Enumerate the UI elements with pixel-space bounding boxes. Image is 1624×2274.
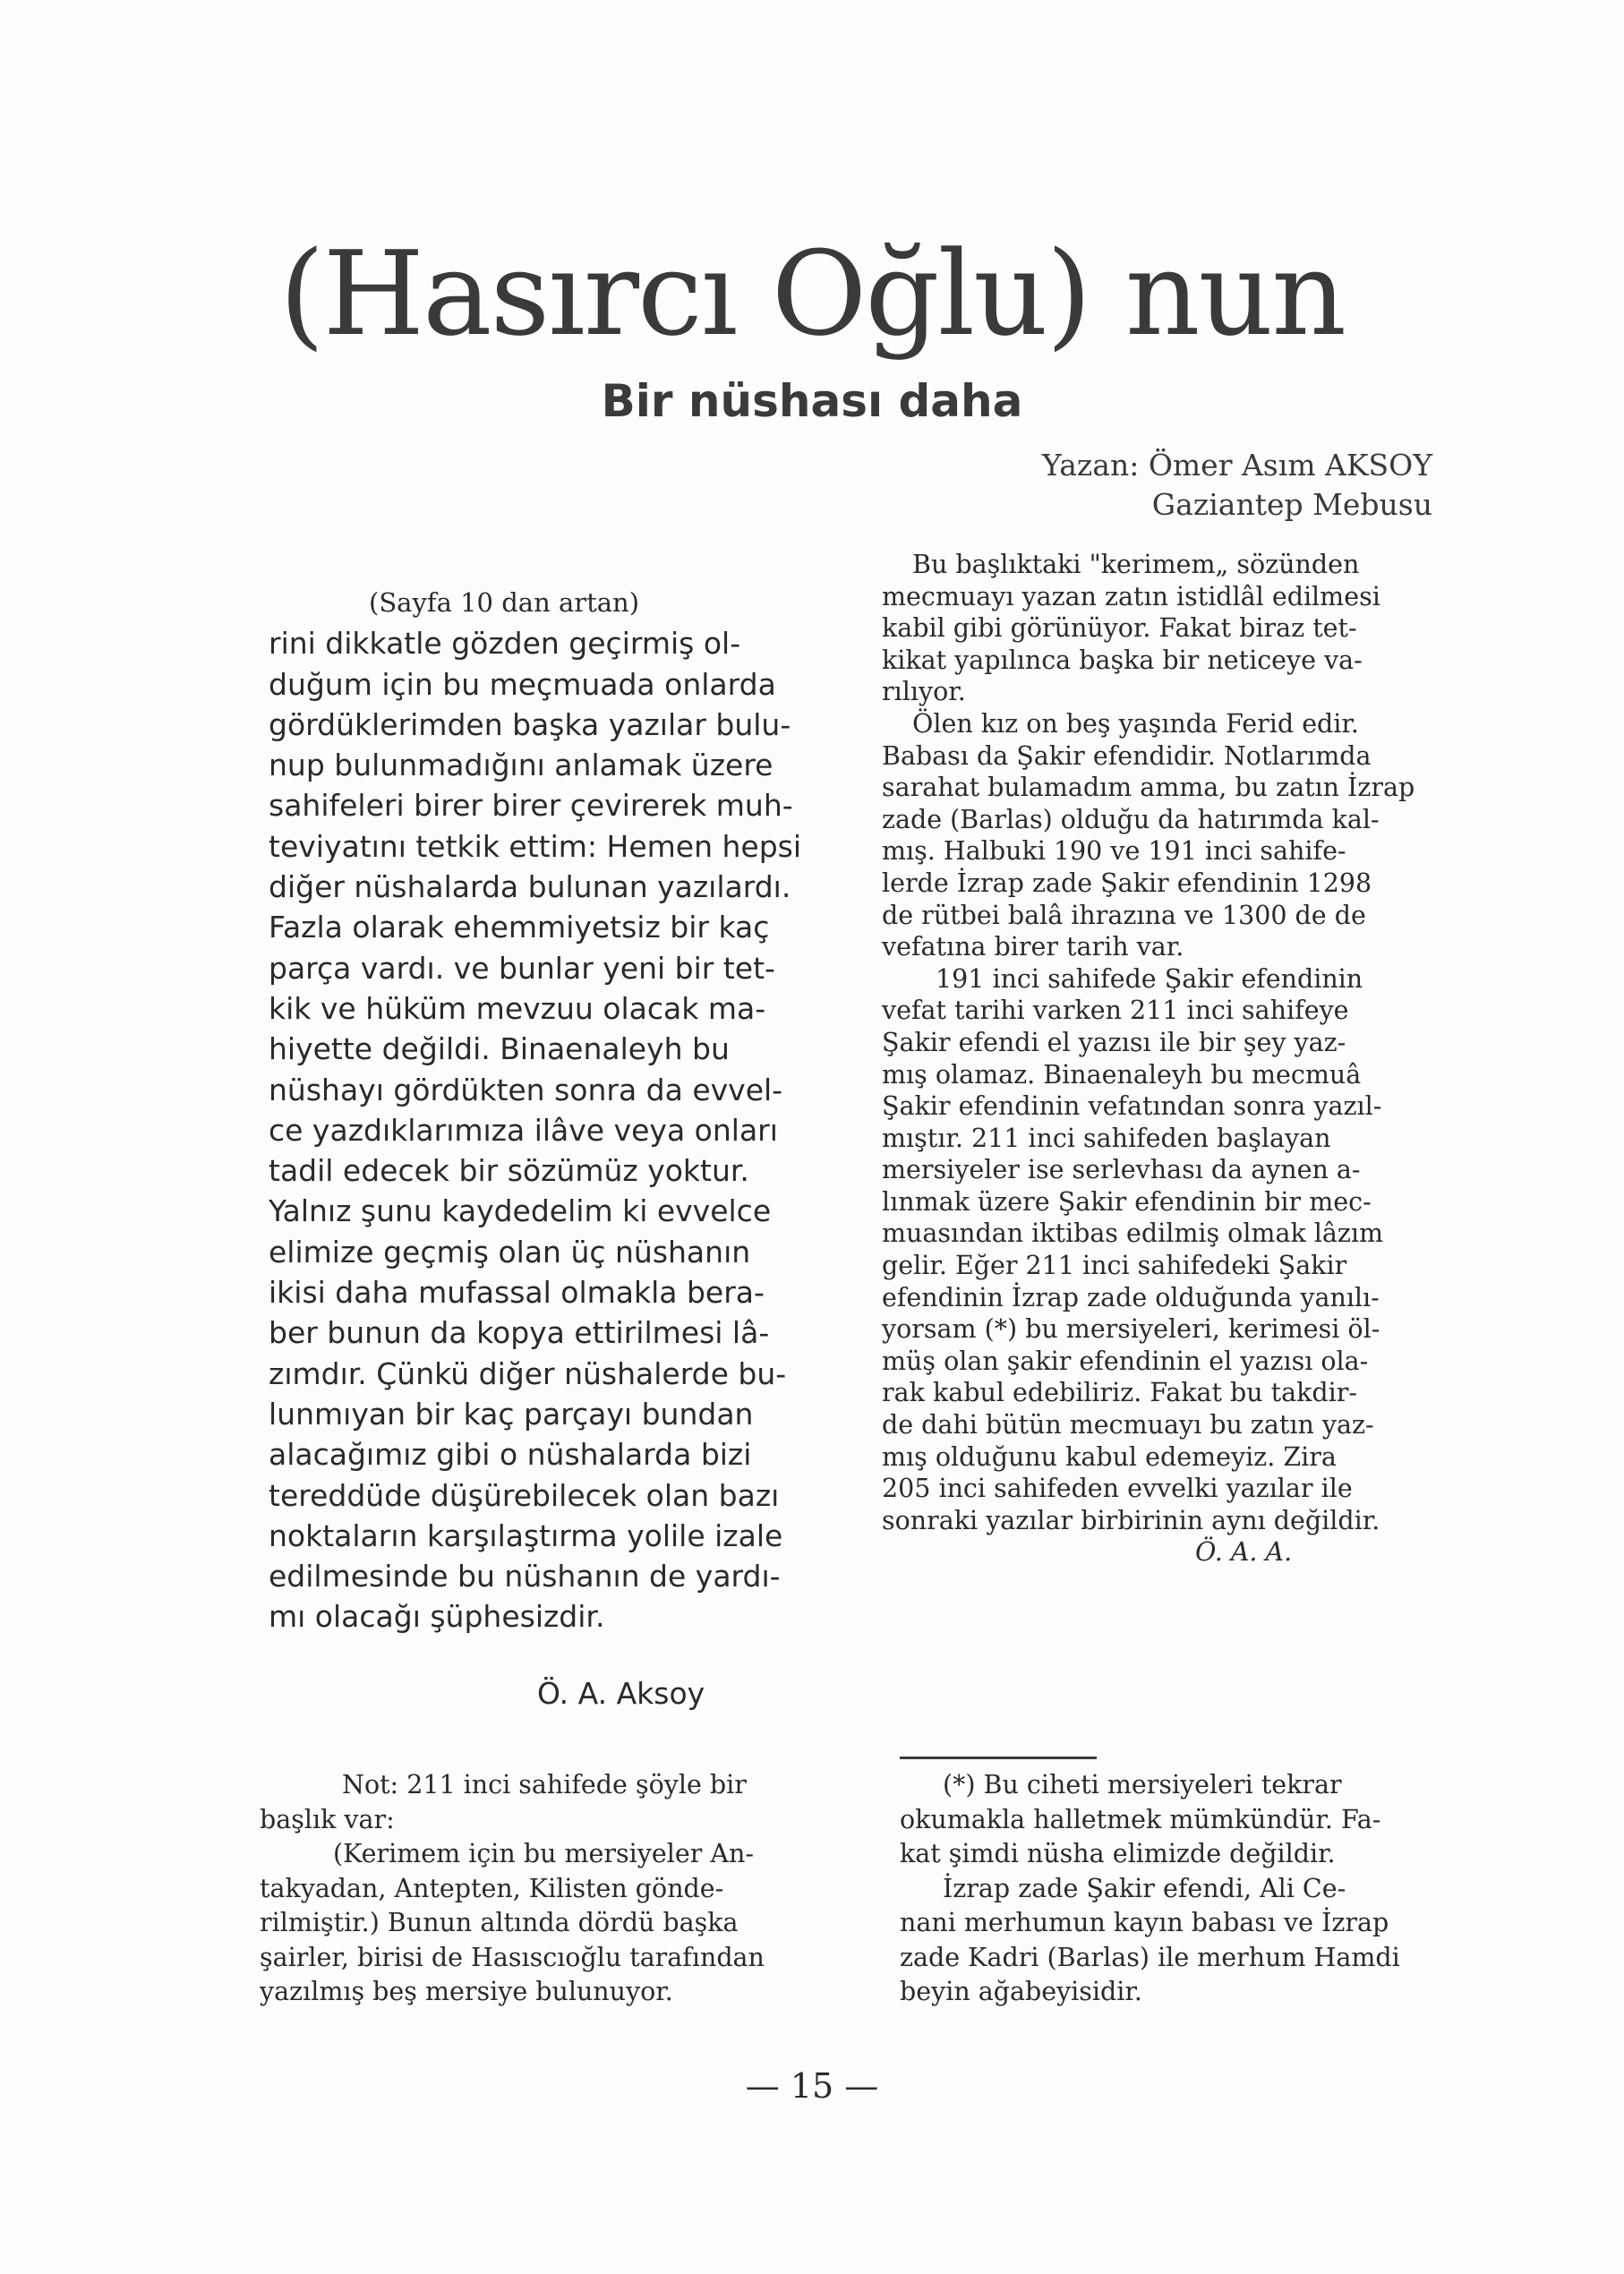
author-role: Gaziantep Mebusu xyxy=(1151,487,1432,522)
page-number: — 15 — xyxy=(745,2066,879,2106)
text-line: kik ve hüküm mevzuu olacak ma- xyxy=(269,990,766,1026)
article-subtitle: Bir nüshası daha xyxy=(601,375,1023,427)
text-line: lerde İzrap zade Şakir efendinin 1298 xyxy=(882,868,1372,898)
text-line: Fazla olarak ehemmiyetsiz bir kaç xyxy=(269,910,770,945)
text-line: Yalnız şunu kaydedelim ki evvelce xyxy=(269,1193,772,1229)
text-line: mış. Halbuki 190 ve 191 inci sahife- xyxy=(882,836,1346,867)
left-note xyxy=(260,1768,833,2010)
text-line: sonraki yazılar birbirinin aynı değildir. xyxy=(882,1505,1380,1535)
note-line: zade Kadri (Barlas) ile merhum Hamdi xyxy=(900,1942,1400,1972)
text-line: lunmıyan bir kaç parçayı bundan xyxy=(269,1396,754,1432)
text-line: noktaların karşılaştırma yolile izale xyxy=(269,1517,783,1553)
text-line: sahifeleri birer birer çevirerek muh- xyxy=(269,788,793,824)
text-line: vefat tarihi varken 211 inci sahifeye xyxy=(882,996,1349,1026)
text-line: mı olacağı şüphesizdir. xyxy=(269,1599,605,1635)
note-line: (Kerimem için bu mersiyeler An- xyxy=(333,1839,754,1868)
continued-from-note: (Sayfa 10 dan artan) xyxy=(369,587,640,618)
text-line: 205 inci sahifeden evvelki yazılar ile xyxy=(882,1474,1353,1504)
left-column xyxy=(269,583,842,1714)
text-line: edilmesinde bu nüshanın de yardı- xyxy=(269,1559,781,1594)
text-line: ce yazdıklarımıza ilâve veya onları xyxy=(269,1112,778,1148)
article-title: (Hasırcı Oğlu) nun xyxy=(278,226,1346,362)
text-line: elimize geçmiş olan üç nüshanın xyxy=(269,1234,751,1270)
text-line: müş olan şakir efendinin el yazısı ola- xyxy=(882,1346,1369,1376)
text-line: zımdır. Çünkü diğer nüshalerde bu- xyxy=(269,1355,787,1391)
note-line: okumakla halletmek mümkündür. Fa- xyxy=(900,1804,1381,1834)
text-line: gördüklerimden başka yazılar bulu- xyxy=(269,706,791,742)
text-line: 191 inci sahifede Şakir efendinin xyxy=(936,963,1363,994)
right-column xyxy=(882,549,1459,1569)
text-line: de rütbei balâ ihrazına ve 1300 de de xyxy=(882,900,1366,930)
text-line: rılıyor. xyxy=(882,677,966,707)
text-line: lınmak üzere Şakir efendinin bir mec- xyxy=(882,1186,1372,1217)
text-line: kabil gibi görünüyor. Fakat biraz tet- xyxy=(882,613,1357,644)
text-line: sarahat bulamadım amma, bu zatın İzrap xyxy=(882,773,1415,803)
note-line: şairler, birisi de Hasıscıoğlu tarafından xyxy=(260,1942,765,1972)
text-line: zade (Barlas) olduğu da hatırımda kal- xyxy=(882,804,1380,834)
text-line: mış olduğunu kabul edemeyiz. Zira xyxy=(882,1441,1337,1472)
text-line: vefatına birer tarih var. xyxy=(882,932,1184,962)
note-line: beyin ağabeyisidir. xyxy=(900,1977,1142,2006)
text-line: efendinin İzrap zade olduğunda yanılı- xyxy=(882,1282,1380,1312)
note-line: İzrap zade Şakir efendi, Ali Ce- xyxy=(943,1873,1346,1903)
note-line: nani merhumun kayın babası ve İzrap xyxy=(900,1908,1389,1937)
text-line: alacağımız gibi o nüshalarda bizi xyxy=(269,1437,752,1473)
note-line: takyadan, Antepten, Kilisten gönde- xyxy=(260,1873,724,1903)
text-line: nup bulunmadığını anlamak üzere xyxy=(269,748,774,783)
text-line: gelir. Eğer 211 inci sahifedeki Şakir xyxy=(882,1251,1347,1281)
note-line: rilmiştir.) Bunun altında dördü başka xyxy=(260,1908,739,1937)
text-line: yorsam (*) bu mersiyeleri, kerimesi öl- xyxy=(882,1314,1380,1345)
note-line: Not: 211 inci sahifede şöyle bir xyxy=(342,1770,747,1800)
text-line: mıştır. 211 inci sahifeden başlayan xyxy=(882,1123,1331,1153)
note-line: yazılmış beş mersiye bulunuyor. xyxy=(260,1977,673,2006)
text-line: ber bunun da kopya ettirilmesi lâ- xyxy=(269,1315,770,1351)
text-line: hiyette değildi. Binaenaleyh bu xyxy=(269,1031,730,1067)
text-line: Şakir efendinin vefatından sonra yazıl- xyxy=(882,1091,1382,1122)
text-line: mersiyeler ise serlevhası da aynen a- xyxy=(882,1155,1361,1185)
author-line: Yazan: Ömer Asım AKSOY xyxy=(1042,448,1432,483)
text-line: Ölen kız on beş yaşında Ferid edir. xyxy=(912,708,1359,739)
note-line: başlık var: xyxy=(260,1804,395,1834)
text-line: rak kabul edebiliriz. Fakat bu takdir- xyxy=(882,1378,1358,1408)
text-line: kikat yapılınca başka bir neticeye va- xyxy=(882,645,1363,675)
text-line: nüshayı gördükten sonra da evvel- xyxy=(269,1072,783,1107)
text-line: muasından iktibas edilmiş olmak lâzım xyxy=(882,1218,1384,1249)
text-line: ikisi daha mufassal olmakla bera- xyxy=(269,1275,765,1311)
left-signature: Ö. A. Aksoy xyxy=(537,1675,705,1711)
text-line: mecmuayı yazan zatın istidlâl edilmesi xyxy=(882,581,1380,611)
text-line: diğer nüshalarda bulunan yazılardı. xyxy=(269,869,791,905)
text-line: duğum için bu meçmuada onlarda xyxy=(269,666,776,702)
right-signature: Ö. A. A. xyxy=(1195,1537,1293,1568)
right-note xyxy=(900,1768,1464,2010)
text-line: tadil edecek bir sözümüz yoktur. xyxy=(269,1153,749,1189)
text-line: teviyatını tetkik ettim: Hemen hepsi xyxy=(269,828,802,864)
text-line: de dahi bütün mecmuayı bu zatın yaz- xyxy=(882,1410,1374,1440)
text-line: Bu başlıktaki "kerimem„ sözünden xyxy=(912,550,1360,579)
note-line: kat şimdi nüsha elimizde değildir. xyxy=(900,1839,1336,1868)
text-line: mış olamaz. Binaenaleyh bu mecmuâ xyxy=(882,1059,1362,1090)
text-line: rini dikkatle gözden geçirmiş ol- xyxy=(269,626,741,662)
text-line: Şakir efendi el yazısı ile bir şey yaz- xyxy=(882,1027,1346,1057)
text-line: tereddüde düşürebilecek olan bazı xyxy=(269,1477,780,1513)
text-line: parça vardı. ve bunlar yeni bir tet- xyxy=(269,950,775,986)
footnote-rule xyxy=(900,1757,1097,1759)
text-line: Babası da Şakir efendidir. Notlarımda xyxy=(882,740,1372,771)
note-line: (*) Bu ciheti mersiyeleri tekrar xyxy=(943,1770,1342,1800)
